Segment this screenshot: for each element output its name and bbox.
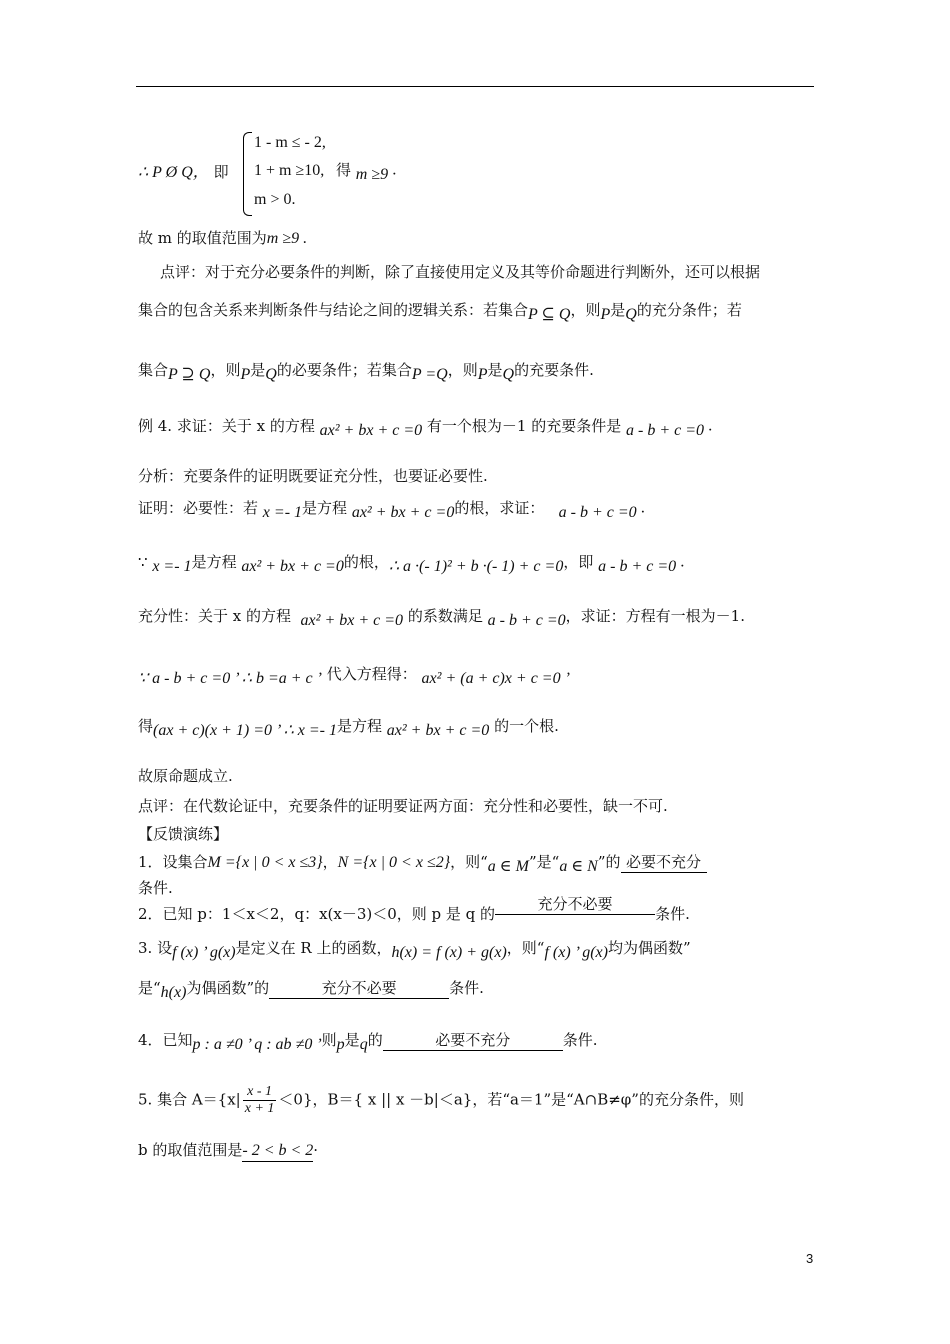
question-5 <box>138 1084 744 1117</box>
text: ＜0}，B＝{ x || x －b|＜a}，若“a＝1”是“A∩B≠φ”的充分条件，则 <box>278 1090 744 1109</box>
text: 集合 <box>138 361 169 379</box>
text: 证明：必要性：若 <box>138 499 259 517</box>
text: 充分性：关于 x 的方程 <box>138 607 291 625</box>
line-therefore <box>138 162 229 183</box>
numerator: x - 1 <box>243 1084 277 1101</box>
math: N ={x | 0 < x ≤2} <box>337 854 451 871</box>
system-row-2: 1 + m ≥10, <box>254 162 325 179</box>
text: 5. 集合 A＝{x| <box>138 1090 241 1109</box>
math-m-ge-9: m ≥9 · <box>355 166 397 183</box>
math: P ⊇ Q <box>168 366 211 383</box>
math: a ∈ M <box>487 858 529 875</box>
math: a - b + c =0 · <box>598 558 685 575</box>
math: Q <box>625 306 637 323</box>
text: 得 <box>138 717 154 735</box>
answer-blank-4: 必要不充分 <box>383 1030 563 1051</box>
text: 是方程 <box>302 499 348 517</box>
math: ax² + bx + c =0 <box>300 612 404 629</box>
text: 为偶函数”的 <box>186 979 270 997</box>
math: Q <box>265 366 277 383</box>
math: a - b + c =0 · <box>558 504 645 521</box>
answer-blank-2: 充分不必要 <box>495 894 655 915</box>
system-row-1: 1 - m ≤ - 2, <box>254 134 326 151</box>
text-range: 故 m 的取值范围为 <box>138 229 267 247</box>
text: 4．已知 <box>138 1031 193 1049</box>
text-ji: 即 <box>213 163 229 181</box>
question-1-tail: 条件. <box>138 879 173 897</box>
math-range: m ≥9 . <box>266 230 308 247</box>
text: 则 <box>321 1031 337 1049</box>
math: q <box>359 1036 368 1053</box>
line-since-root <box>138 552 684 573</box>
math: P <box>477 366 488 383</box>
text: 的根， <box>343 553 389 571</box>
text: 例 4. 求证：关于 x 的方程 <box>138 417 315 435</box>
text: 条件. <box>449 979 484 997</box>
text: 是方程 <box>336 717 382 735</box>
system-row-3: m > 0. <box>254 191 296 208</box>
text: 是 <box>250 361 266 379</box>
line-range <box>138 228 307 249</box>
system-brace <box>243 132 252 216</box>
denominator: x + 1 <box>244 1101 275 1116</box>
math: x =- 1 <box>152 558 192 575</box>
question-5-cont <box>138 1140 318 1162</box>
comment-1-line-c <box>138 360 594 381</box>
comment-1-line-b <box>138 300 742 321</box>
math: P =Q <box>411 366 448 383</box>
text: 代入方程得： <box>326 665 417 683</box>
text: 均为偶函数” <box>607 939 691 957</box>
line-factor <box>138 716 559 737</box>
math: p <box>336 1036 345 1053</box>
math: M ={x | 0 < x ≤3} <box>207 854 323 871</box>
text: · <box>313 1141 319 1159</box>
text: ， <box>322 853 338 871</box>
page-number: 3 <box>806 1251 814 1266</box>
answer-blank-5: - 2 < b < 2 <box>242 1141 313 1162</box>
answer-blank-1: 必要不充分 <box>621 852 707 873</box>
math: a ∈ N <box>559 858 598 875</box>
math: ax² + bx + c =0 <box>386 722 490 739</box>
fraction <box>243 1084 277 1117</box>
math: h(x) <box>160 984 187 1001</box>
text: 的一个根. <box>494 717 559 735</box>
question-3-cont <box>138 978 484 999</box>
header-rule <box>136 86 814 87</box>
text: 的充要条件. <box>514 361 594 379</box>
math-p-q: ∴ P Ø Q， <box>138 164 209 181</box>
text: 的系数满足 <box>407 607 483 625</box>
math: x =- 1 <box>262 504 303 521</box>
text: 条件. <box>562 1031 598 1049</box>
conclusion-line: 故原命题成立. <box>138 767 233 785</box>
math: Q <box>502 366 515 383</box>
text: 的 <box>367 1031 383 1049</box>
text: b 的取值范围是 <box>138 1141 243 1159</box>
math: a - b + c =0 · <box>626 422 713 439</box>
math: (ax + c)(x + 1) =0 ’ ∴ x =- 1 <box>153 722 337 739</box>
math: p : a ≠0 ’ q : ab ≠0 ’ <box>192 1036 322 1053</box>
text: ，求证：方程有一根为－1. <box>565 607 745 625</box>
text: 是 <box>487 361 503 379</box>
text: 的充分条件；若 <box>636 301 742 319</box>
question-4 <box>138 1030 597 1051</box>
text: 的根，求证： <box>454 499 545 517</box>
math: P <box>240 366 251 383</box>
line-result <box>336 160 396 181</box>
math: ∴ a ·(- 1)² + b ·(- 1) + c =0 <box>388 558 564 575</box>
text: ，则 <box>210 361 241 379</box>
feedback-heading: 【反馈演练】 <box>138 825 229 843</box>
text: 是 <box>344 1031 360 1049</box>
question-2 <box>138 895 690 925</box>
math: P ⊆ Q <box>528 306 571 323</box>
example-4-statement <box>138 416 712 437</box>
text: ”的 <box>597 853 621 871</box>
text: 2．已知 p：1＜x＜2，q：x(x－3)＜0，则 p 是 q 的 <box>138 905 496 923</box>
math: P <box>600 306 611 323</box>
text: 是 <box>610 301 626 319</box>
question-3 <box>138 938 691 959</box>
text: 是方程 <box>191 553 237 571</box>
text: ∵ <box>138 553 148 571</box>
proof-sufficiency <box>138 606 745 627</box>
line-substitute <box>138 664 570 685</box>
text: 有一个根为－1 的充要条件是 <box>426 417 622 435</box>
analysis-line: 分析：充要条件的证明既要证充分性，也要证必要性. <box>138 467 488 485</box>
text: 是“ <box>138 979 161 997</box>
text: 条件. <box>655 905 690 923</box>
text-de: 得 <box>336 161 352 179</box>
question-1 <box>138 852 707 873</box>
text: ，则 <box>447 361 478 379</box>
text: 的必要条件；若集合 <box>276 361 412 379</box>
text: 1．设集合 <box>138 853 208 871</box>
proof-necessity <box>138 498 645 519</box>
text: ，即 <box>563 553 594 571</box>
text: 集合的包含关系来判断条件与结论之间的逻辑关系：若集合 <box>138 301 529 319</box>
answer-blank-3: 充分不必要 <box>269 978 449 999</box>
math: h(x) = f (x) + g(x) <box>391 944 507 961</box>
math: ax² + bx + c =0 <box>319 422 423 439</box>
comment-1-line-a: 点评：对于充分必要条件的判断，除了直接使用定义及其等价命题进行判断外，还可以根据 <box>160 263 761 281</box>
math: ax² + (a + c)x + c =0 ’ <box>421 670 570 687</box>
text: 3. 设 <box>138 939 173 957</box>
math: f (x) ’ g(x) <box>544 944 608 961</box>
text: ，则“ <box>450 853 488 871</box>
text: ，则“ <box>506 939 545 957</box>
text: ”是“ <box>528 853 560 871</box>
comment-2: 点评：在代数论证中，充要条件的证明要证两方面：充分性和必要性，缺一不可. <box>138 797 668 815</box>
text: ，则 <box>570 301 601 319</box>
math: a - b + c =0 <box>487 612 566 629</box>
math: ∵ a - b + c =0 ’ ∴ b =a + c ’ <box>138 670 322 687</box>
math: ax² + bx + c =0 <box>241 558 344 575</box>
math: f (x) ’ g(x) <box>172 944 236 961</box>
text: 是定义在 R 上的函数， <box>235 939 392 957</box>
math: ax² + bx + c =0 <box>351 504 455 521</box>
